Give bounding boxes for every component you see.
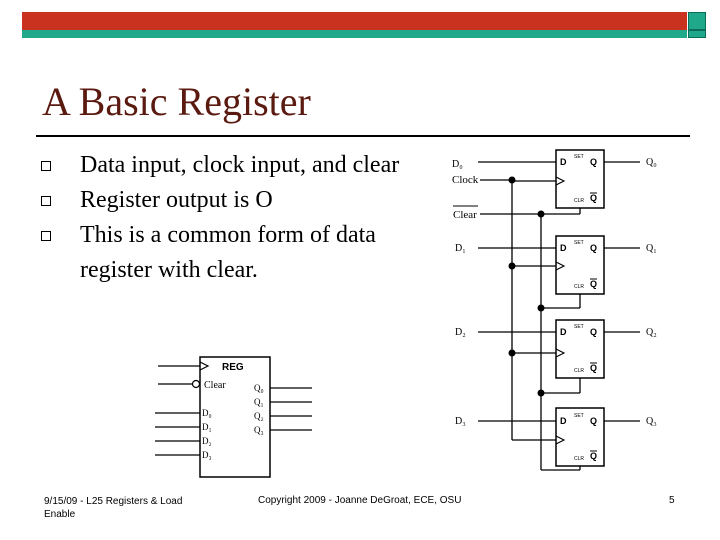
ff-d-label: D (560, 416, 567, 426)
ff-d-label: D (560, 243, 567, 253)
q2-output-label: Q₂ (646, 327, 657, 338)
reg-output-label: Q₀ (254, 383, 264, 393)
reg-output-label: Q₃ (254, 425, 264, 435)
reg-clear-label: Clear (204, 380, 226, 391)
footer-date-topic: 9/15/09 - L25 Registers & Load Enable (44, 496, 183, 520)
ff-clr-label: CLR (574, 284, 585, 290)
ff-clr-label: CLR (574, 368, 585, 374)
ff-qbar-label: Q (590, 279, 598, 289)
reg-input-label: D₁ (202, 422, 212, 432)
ff-set-label: SET (574, 413, 584, 419)
flip-flop-1 (512, 236, 640, 308)
q1-output-label: Q₁ (646, 243, 657, 254)
d0-input-label: D₀ (452, 159, 463, 170)
ff-qbar-label: Q (590, 451, 598, 461)
ff-set-label: SET (574, 240, 584, 246)
bullet-item: Register output is O (38, 183, 438, 218)
clear-input-label: Clear (453, 209, 477, 221)
reg-input-label: D₂ (202, 436, 212, 446)
reg-output-label: Q₂ (254, 411, 264, 421)
flip-flop-2 (512, 320, 640, 393)
ff-clr-label: CLR (574, 198, 585, 204)
flip-flop-circuit (452, 150, 657, 470)
bullet-item: Data input, clock input, and clear (38, 148, 438, 183)
reg-input-label: D₀ (202, 408, 212, 418)
register-symbol (155, 357, 312, 477)
ff-d-label: D (560, 157, 567, 167)
q0-output-label: Q₀ (646, 157, 657, 168)
ff-q-label: Q (590, 327, 598, 337)
ff-d-label: D (560, 327, 567, 337)
footer-copyright: Copyright 2009 - Joanne DeGroat, ECE, OSU (258, 495, 462, 506)
clock-input-label: Clock (452, 174, 479, 186)
ff-set-label: SET (574, 154, 584, 160)
d1-input-label: D₁ (455, 243, 466, 254)
d2-input-label: D₂ (455, 327, 466, 338)
reg-input-label: D₃ (202, 450, 212, 460)
slide-title: A Basic Register (42, 79, 311, 124)
ff-qbar-label: Q (590, 193, 598, 203)
ff-set-label: SET (574, 324, 584, 330)
ff-qbar-label: Q (590, 363, 598, 373)
d3-input-label: D₃ (455, 416, 466, 427)
ff-q-label: Q (590, 157, 598, 167)
ff-q-label: Q (590, 416, 598, 426)
reg-output-label: Q₁ (254, 397, 264, 407)
reg-name-label: REG (222, 362, 244, 373)
q3-output-label: Q₃ (646, 416, 657, 427)
page-number: 5 (669, 495, 675, 506)
ff-q-label: Q (590, 243, 598, 253)
ff-clr-label: CLR (574, 456, 585, 462)
bullet-item: This is a common form of data register with clear. (38, 218, 438, 288)
